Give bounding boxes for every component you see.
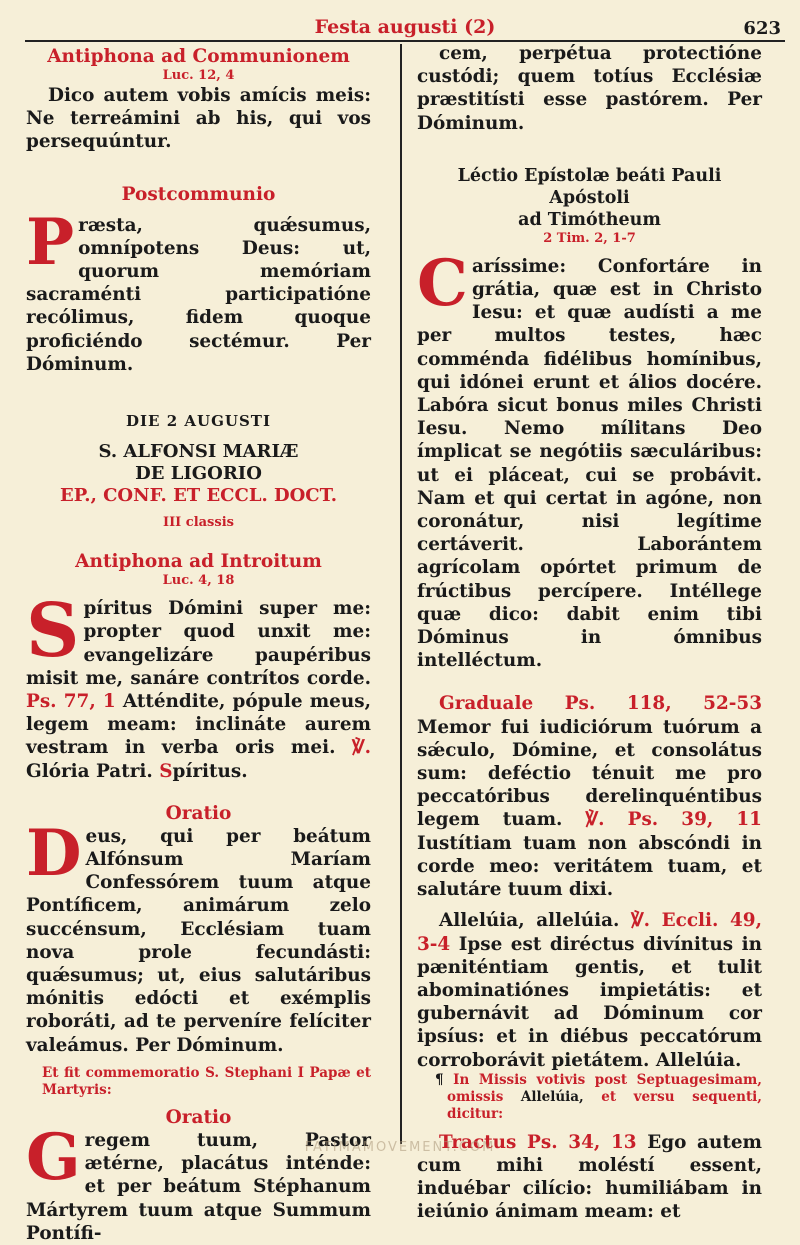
alleluia-paragraph [417, 909, 762, 1071]
epistle-heading-2: ad Timótheum [518, 209, 661, 230]
page-title: Festa augusti (2) [314, 16, 496, 38]
introit-text-1: píritus Dómini super me: propter quod unxit me: evangelizáre paupéribus misit me, sanáre contrítos corde. [26, 598, 371, 689]
introit-heading: Antiphona ad Introitum [75, 551, 322, 573]
rubric-text-1: In Missis votivis post Septuagesimam, omissis [447, 1071, 762, 1105]
oratio2-heading: Oratio [165, 1106, 232, 1128]
saint-name-line-1: S. ALFONSI MARIÆ [98, 441, 299, 463]
left-column [26, 46, 371, 1245]
votive-rubric [417, 1072, 762, 1123]
communion-heading: Antiphona ad Communionem [47, 46, 350, 67]
introit-text-2: Atténdite, pópule meus, legem meam: inclináte aurem vestram in verba oris mei. [26, 691, 372, 759]
oratio2-text: regem tuum, Pastor ætérne, placátus inténde: et per beátum Stéphanum Mártyrem tuum atque Summum Pontífi- [26, 1129, 371, 1244]
epistle-drop-cap: C [417, 245, 468, 321]
gradual-paragraph [417, 692, 762, 901]
postcommunio-text: ræsta, quǽsumus, omnípotens Deus: ut, quorum memóriam sacraménti participatióne recólimus, fidem quoque proficiéndo sectémur. Per Dóminum. [26, 214, 371, 375]
postcommunio-heading: Postcommunio [121, 183, 276, 205]
oratio-text: eus, qui per beátum Alfónsum Maríam Confessórem tuum atque Pontíficem, animárum zelo succénsum, Ecclésiam tuam nova prole fecundásti: quǽsumus; ut, eius salutáribus mónitis edócti et exémplis roboráti, ad te perveníre felíciter valeámus. Per Dóminum. [26, 825, 371, 1056]
rubric-alleluia: Allelúia, [520, 1088, 584, 1105]
tract-label: Tractus Ps. 34, 13 [439, 1131, 637, 1153]
introit-repeat-cap: S [159, 760, 173, 782]
communion-reference: Luc. 12, 4 [162, 68, 235, 83]
gradual-versicle: ℣. Ps. 39, 11 [585, 809, 762, 831]
postcommunio-drop-cap: P [26, 204, 75, 280]
feast-class: III classis [163, 515, 234, 531]
communion-text: Dico autem vobis amícis meis: Ne terreámini ab his, qui vos persequúntur. [26, 85, 371, 153]
introit-paragraph [26, 588, 372, 783]
paragraph-mark-icon: ¶ [435, 1071, 444, 1088]
commemoration-rubric: Et fit commemoratio S. Stephani I Papæ et Martyris: [42, 1064, 371, 1098]
alleluia-text: Allelúia, allelúia. [439, 910, 620, 932]
versicle-symbol: ℣. [352, 737, 371, 759]
introit-psalm-ref: Ps. 77, 1 [26, 691, 116, 713]
page-number: 623 [743, 18, 781, 39]
column-divider [400, 44, 402, 1144]
epistle-reference: 2 Tim. 2, 1-7 [543, 230, 636, 246]
feast-date: DIE 2 AUGUSTI [126, 412, 271, 431]
rubric-text-2: et versu sequenti, dicitur: [447, 1088, 763, 1122]
postcommunio-paragraph [26, 204, 371, 376]
alleluia-text-2: Ipse est diréctus divínitus in pæniténtiam gentis, et tulit abominatiónes impietátis: et gubernávit ad Dóminum cor ipsíus: et in diébus peccatórum corroborávit pietátem. Allelúia. [417, 933, 763, 1071]
introit-repeat-rest: píritus. [172, 760, 248, 782]
watermark: FATIMAMOVEMENT.COM [304, 1140, 496, 1155]
introit-drop-cap: S [26, 588, 80, 675]
gradual-label: Graduale Ps. 118, 52-53 [439, 693, 762, 715]
oratio-drop-cap: D [26, 815, 82, 891]
epistle-heading-1: Léctio Epístolæ beáti Pauli Apóstoli [457, 165, 722, 208]
epistle-paragraph [417, 245, 762, 673]
page-header [25, 8, 785, 38]
gradual-text-2: Iustítiam tuam non abscóndi in corde meo: veritátem tuam, et salutáre tuum dixi. [417, 832, 762, 901]
introit-reference: Luc. 4, 18 [162, 573, 235, 589]
oratio2-drop-cap: G [26, 1119, 81, 1195]
alleluia-versicle: ℣. Eccli. 49, 3-4 [417, 910, 762, 955]
oratio2-continuation: cem, perpétua protectióne custódi; quem totíus Ecclésiæ præstitísti esse pastórem. Per Dóminum. [417, 43, 762, 134]
gradual-text-1: Memor fui iudiciórum tuórum a sǽculo, Dómine, et consolátus sum: deféctio ténuit me pro peccatóribus derelinquéntibus legem tuam. [417, 716, 762, 831]
right-column [417, 42, 762, 1224]
introit-text-3: Glória Patri. [26, 760, 153, 782]
epistle-text: aríssime: Confortáre in grátia, quæ est in Christo Iesu: et quæ audísti a me per multos testes, hæc comménda fidélibus homínibus, qui idónei erunt et álios docére. Labóra sicut bonus miles Christi Iesu. Nemo mílitans Deo ímplicat se negótiis sæculáribus: ut ei pláceat, cui se probávit. Nam et qui certat in agóne, non coronátur, nisi legítime certáverit. Laborántem agrícolam opórtet primum de frúctibus percípere. Intéllege quæ dico: dabit enim tibi Dóminus in ómnibus intelléctum. [417, 255, 762, 672]
saint-name-line-2: DE LIGORIO [135, 463, 262, 485]
saint-title: EP., CONF. ET ECCL. DOCT. [60, 485, 337, 507]
oratio-paragraph [26, 815, 371, 1057]
oratio-heading: Oratio [165, 802, 232, 824]
tract-text: Ego autem cum mihi moléstí essent, induébar cilício: humiliábam in ieiúnio ánimam meam: et [417, 1131, 762, 1223]
